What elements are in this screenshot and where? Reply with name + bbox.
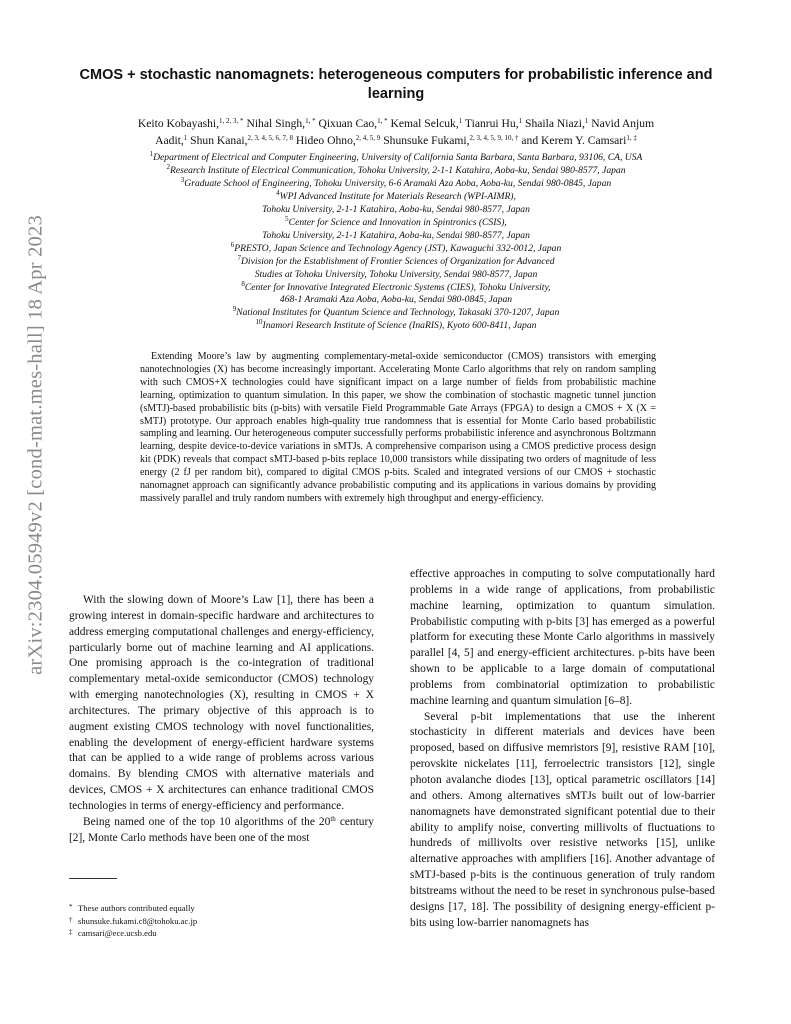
body-paragraph: With the slowing down of Moore’s Law [1], there has been a growing interest in domain-specific hardware and architectures to address emerging computational challenges and energy-efficiency, particularly borne out of machine learning and AI applications. One promising approach is the co-integration of traditional complementary metal-oxide semiconductor (CMOS) technology with emerging nanotechnologies (X), resulting in CMOS + X architectures. The primary objective of this approach is to augment existing CMOS technology with novel functionalities, enabling the development of energy-efficient hardware systems that can be applied to a wide range of problems across various domains. By blending CMOS with alternative materials and devices, CMOS + X architectures can enhance traditional CMOS technologies in terms of energy-efficiency and performance. [69,594,374,812]
body-paragraph: Several p-bit implementations that use the inherent stochasticity in different materials and devices have been proposed, based on diffusive memristors [9], resistive RAM [10], perovskite nickelates [11], ferroelectric transistors [12], single photon avalanche diodes [13], optical parametric oscillators [14] and others. Among alternatives sMTJs built out of low-barrier nanomagnets have demonstrated significant potential due to their ability to amplify noise, converting millivolts of fluctuations to hundreds of millivolts over resistive networks [15], unlike alternative approaches with amplifiers [16]. Another advantage of sMTJ-based p-bits is the continuous generation of truly random bitstreams without the need to be reset in synchronous pulse-based designs [17, 18]. The possibility of designing energy-efficient p-bits using low-barrier nanomagnets has [410,710,715,929]
author-affil-marks: 1, 2, 3, * [219,117,244,125]
body-column-right [410,567,715,931]
author-affil-marks: 1 [183,133,188,142]
arxiv-stamp [18,215,54,675]
affiliation-line: $^2$Research Institute of Electrical Communication, Tohoku University, 2-1-1 Katahira, Aoba-ku, Sendai 980-8577, Japan [166,162,626,176]
author-affil-marks: 1, ‡ [626,133,637,142]
footnote: ‡ camsari@ece.ucsb.edu [69,928,157,938]
footnote: † shunsuke.fukami.c8@tohoku.ac.jp [69,915,198,926]
affiliation-line: $^5$Center for Science and Innovation in Spintronics (CSIS), [285,214,507,228]
body-paragraph: Being named one of the top 10 algorithms of the 20th century [2], Monte Carlo methods have been one of the most [69,814,374,844]
affiliation-line: $^8$Center for Innovative Integrated Electronic Systems (CIES), Tohoku University, [241,279,551,293]
author-affil-marks: 1, * [305,117,316,125]
affiliation-line: $^7$Division for the Establishment of Frontier Sciences of Organization for Advanced [237,253,555,267]
author-name: Nihal Singh, [243,117,306,130]
body-paragraph: effective approaches in computing to solve computationally hard problems in a wide range of applications, from probabilistic machine learning, optimization to quantum simulation. Probabilistic computing with p-bits [3] has emerged as a powerful platform for executing these Monte Carlo algorithms in massively parallel [4, 5] and energy-efficient architectures. p-bits have been shown to be applicable to a large domain of computational problems from combinatorial optimization to probabilistic machine learning and quantum simulation [6–8]. [410,568,715,707]
author-name: and Kerem Y. Camsari [518,133,627,147]
author-name: Aadit, [155,133,184,147]
author-affil-marks: 1 [518,117,523,125]
author-affil-marks: 2, 4, 5, 9 [355,133,381,142]
affiliation-line: $^{10}$Inamori Research Institute of Science (InaRIS), Kyoto 600-8411, Japan [255,318,537,332]
body-column-left [69,593,374,847]
affiliation-line: $^6$PRESTO, Japan Science and Technology Agency (JST), Kawaguchi 332-0012, Japan [230,240,562,254]
affiliation-line: $^4$WPI Advanced Institute for Materials Research (WPI-AIMR), [276,188,516,202]
affiliation-list [82,152,710,333]
abstract: Extending Moore’s law by augmenting complementary-metal-oxide semiconductor (CMOS) transistors with emerging nanotechnologies (X) has become increasingly important. Accelerating Monte Carlo algorithms that rely on random sampling with such CMOS+X technologies could have significant impact on a large number of fields from probabilistic machine learning, optimization to quantum simulation. In this paper, we show the combination of stochastic magnetic tunnel junction (sMTJ)-based probabilistic bits (p-bits) with versatile Field Programmable Gate Arrays (FPGA) to design a CMOS + X (X = sMTJ) prototype. Our approach enables high-quality true randomness that is essential for Monte Carlo based probabilistic sampling and learning. Our heterogeneous computer successfully performs probabilistic inference and asynchronous Boltzmann learning, despite device-to-device variations in sMTJs. A comprehensive comparison using a CMOS predictive process design kit (PDK) reveals that compact sMTJ-based p-bits replace 10,000 transistors while dissipating two orders of magnitude of less energy (2 fJ per random bit), compared to digital CMOS p-bits. Scaled and integrated versions of our CMOS + stochastic nanomagnet approach can significantly advance probabilistic computing and its applications in various domains by providing massively parallel and truly random numbers with extremely high throughput and energy-efficiency. [140,351,656,504]
author-list [82,116,710,149]
author-name: Kemal Selcuk, [387,117,459,130]
affiliation-line: $^9$National Institutes for Quantum Science and Technology, Takasaki 370-1207, Japan [232,305,560,319]
footnote-divider [69,878,117,879]
author-line-2 [82,133,710,150]
author-line-1 [82,116,710,133]
footnotes [69,902,369,940]
author-name: Shunsuke Fukami, [380,133,470,147]
paper-title: CMOS + stochastic nanomagnets: heterogeneous computers for probabilistic inference and learning [79,67,713,102]
affiliation-line: Tohoku University, 2-1-1 Katahira, Aoba-ku, Sendai 980-8577, Japan [262,229,530,241]
author-affil-marks: 1 [584,117,589,125]
author-name: Qixuan Cao, [315,117,378,130]
author-affil-marks: 2, 3, 4, 5, 9, 10, † [469,133,519,142]
footnote: * These authors contributed equally [69,903,195,913]
author-name: Shaila Niazi, [522,117,585,130]
author-name: Hideo Ohno, [293,133,356,147]
author-name: Shun Kanai, [187,133,248,147]
author-name: Keito Kobayashi, [137,117,220,130]
affiliation-line: $^1$Department of Electrical and Computer Engineering, University of California Santa Barbara, Santa Barbara, 93106, CA, USA [149,150,643,163]
author-name: Tianrui Hu, [462,117,519,130]
author-affil-marks: 2, 3, 4, 5, 6, 7, 8 [247,133,293,142]
affiliation-line: Studies at Tohoku University, Tohoku University, Sendai 980-8577, Japan [254,268,538,280]
author-name: Navid Anjum [588,117,655,130]
affiliation-line: Tohoku University, 2-1-1 Katahira, Aoba-ku, Sendai 980-8577, Japan [262,203,530,215]
author-affil-marks: 1, * [377,117,388,125]
arxiv-stamp-text: arXiv:2304.05949v2 [cond-mat.mes-hall] 18 Apr 2023 [24,215,47,675]
author-affil-marks: 1 [458,117,463,125]
affiliation-line: $^3$Graduate School of Engineering, Tohoku University, 6-6 Aramaki Aza Aoba, Aoba-ku, Sendai 980-0845, Japan [180,175,612,189]
affiliation-line: 468-1 Aramaki Aza Aoba, Aoba-ku, Sendai 980-0845, Japan [279,294,513,306]
